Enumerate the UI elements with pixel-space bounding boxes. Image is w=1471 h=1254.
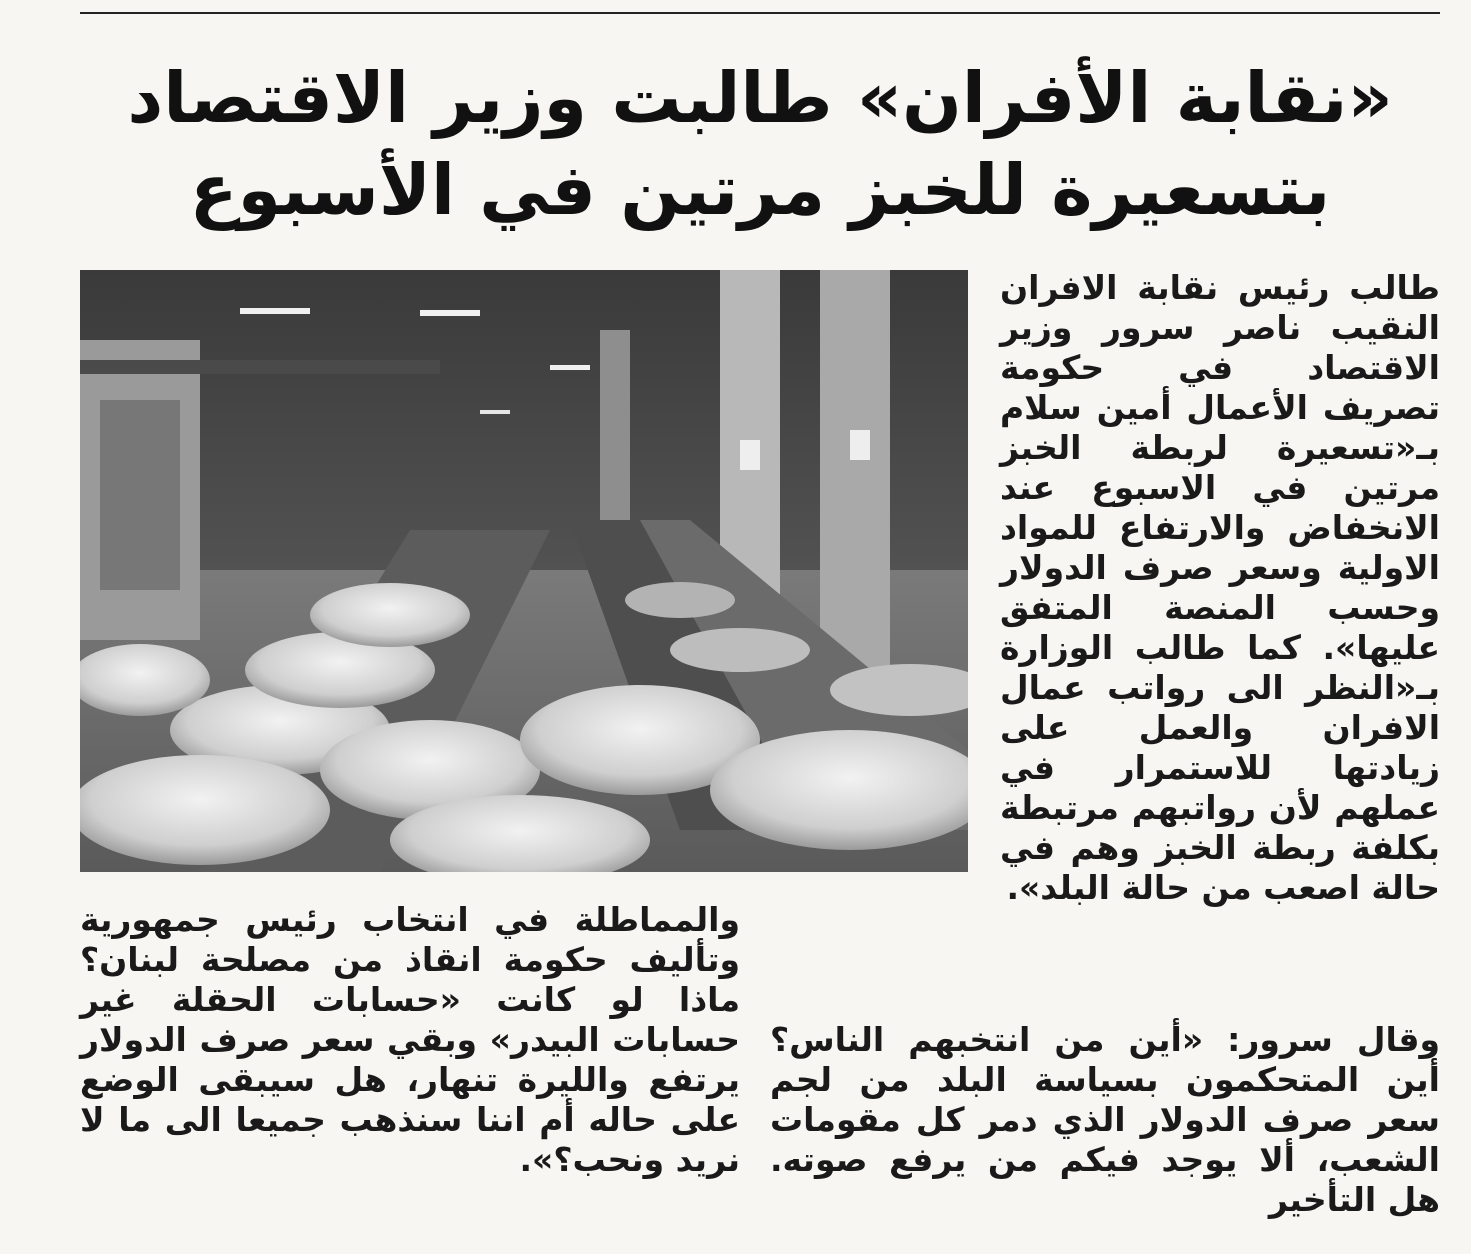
headline-line-2: بتسعيرة للخبز مرتين في الأسبوع (189, 149, 1331, 231)
top-rule (80, 12, 1440, 14)
headline-line-1: «نقابة الأفران» طالبت وزير الاقتصاد (127, 57, 1393, 139)
article-paragraph-1: طالب رئيس نقابة الافران النقيب ناصر سرور وزير الاقتصاد في حكومة تصريف الأعمال أمين سلام بـ«تسعيرة لربطة الخبز مرتين في الاسبوع عند الانخفاض والارتفاع للمواد الاولية وسعر صرف الدولار وحسب المنصة المتفق عليها». كما طالب الوزارة بـ«النظر الى رواتب عمال الافران والعمل على زيادتها للاستمرار في عملهم لأن رواتبهم مرتبطة بكلفة ربطة الخبز وهم في حالة اصعب من حالة البلد». (1000, 268, 1440, 907)
bakery-photo (80, 270, 968, 872)
article-column-right (1000, 268, 1440, 908)
article-column-left (80, 900, 740, 1180)
article-column-middle (770, 1020, 1440, 1220)
headline (80, 52, 1440, 236)
article-paragraph-3: والمماطلة في انتخاب رئيس جمهورية وتأليف حكومة انقاذ من مصلحة لبنان؟ ماذا لو كانت «حسابات الحقلة غير حسابات البيدر» وبقي سعر صرف الدولار يرتفع والليرة تنهار، هل سيبقى الوضع على حاله أم اننا سنذهب جميعا الى ما لا نريد ونحب؟». (80, 900, 740, 1179)
article-paragraph-2: وقال سرور: «أين من انتخبهم الناس؟ أين المتحكمون بسياسة البلد من لجم سعر صرف الدولار الذي دمر كل مقومات الشعب، ألا يوجد فيكم من يرفع صوته. هل التأخير (770, 1020, 1440, 1219)
